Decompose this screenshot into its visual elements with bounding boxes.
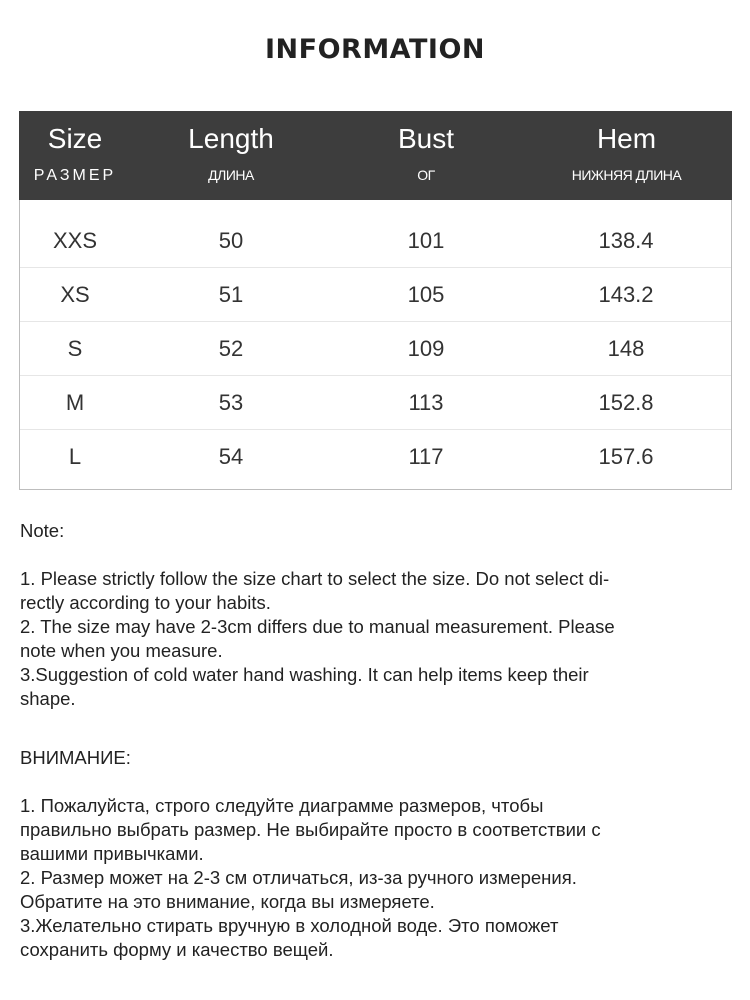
header-size	[19, 111, 131, 200]
table-body	[20, 214, 731, 484]
cell-size: XXS	[52, 228, 98, 253]
note-line-ru: сохранить форму и качество вещей.	[20, 939, 334, 960]
note-line-en: 1. Please strictly follow the size chart to select the size. Do not select di-	[20, 568, 610, 589]
header-bust-ru: ОГ	[417, 167, 435, 183]
cell-length: 53	[218, 390, 244, 415]
cell-hem: 152.8	[598, 390, 654, 415]
table-row	[20, 322, 731, 376]
cell-bust: 109	[407, 336, 445, 361]
cell-hem: 148	[607, 336, 645, 361]
note-line-en: rectly according to your habits.	[20, 592, 271, 613]
cell-bust: 105	[407, 282, 445, 307]
header-hem-en: Hem	[596, 123, 657, 154]
header-length	[131, 111, 331, 200]
table-row	[20, 430, 731, 484]
cell-size: S	[67, 336, 83, 361]
table-header	[19, 111, 732, 200]
cell-bust: 117	[408, 444, 444, 469]
note-line-en: note when you measure.	[20, 640, 223, 661]
cell-size: M	[65, 390, 85, 415]
note-line-ru: 2. Размер может на 2-3 см отличаться, из-за ручного измерения.	[20, 867, 577, 888]
note-line-en: 2. The size may have 2-3cm differs due to manual measurement. Please	[20, 616, 615, 637]
cell-hem: 157.6	[598, 444, 654, 469]
table-row	[20, 268, 731, 322]
size-chart-table	[19, 111, 732, 490]
table-row	[20, 214, 731, 268]
notes-section	[20, 519, 715, 962]
header-bust	[331, 111, 521, 200]
note-heading-en: Note:	[20, 520, 65, 541]
cell-size: L	[68, 444, 82, 469]
note-heading-ru: ВНИМАНИЕ:	[20, 747, 131, 768]
header-size-en: Size	[47, 123, 103, 154]
cell-hem: 143.2	[598, 282, 654, 307]
cell-bust: 101	[407, 228, 445, 253]
note-line-ru: правильно выбрать размер. Не выбирайте просто в соответствии с	[20, 819, 601, 840]
cell-hem: 138.4	[598, 228, 654, 253]
header-length-ru: ДЛИНА	[208, 167, 254, 183]
cell-size: XS	[60, 282, 90, 307]
header-size-ru: РАЗМЕР	[33, 167, 117, 184]
cell-length: 51	[218, 282, 244, 307]
note-line-ru: вашими привычками.	[20, 843, 204, 864]
note-line-en: 3.Suggestion of cold water hand washing. It can help items keep their	[20, 664, 589, 685]
header-bust-en: Bust	[397, 123, 455, 154]
cell-bust: 113	[408, 390, 444, 415]
note-line-en: shape.	[20, 688, 76, 709]
note-line-ru: 3.Желательно стирать вручную в холодной воде. Это поможет	[20, 915, 559, 936]
note-line-ru: 1. Пожалуйста, строго следуйте диаграмме размеров, чтобы	[20, 795, 544, 816]
table-row	[20, 376, 731, 430]
cell-length: 52	[218, 336, 244, 361]
page-title: INFORMATION	[264, 34, 485, 65]
cell-length: 54	[218, 444, 244, 469]
header-hem	[521, 111, 732, 200]
cell-length: 50	[218, 228, 244, 253]
header-hem-ru: НИЖНЯЯ ДЛИНА	[571, 167, 682, 183]
header-length-en: Length	[188, 123, 274, 154]
note-line-ru: Обратите на это внимание, когда вы измеряете.	[20, 891, 435, 912]
